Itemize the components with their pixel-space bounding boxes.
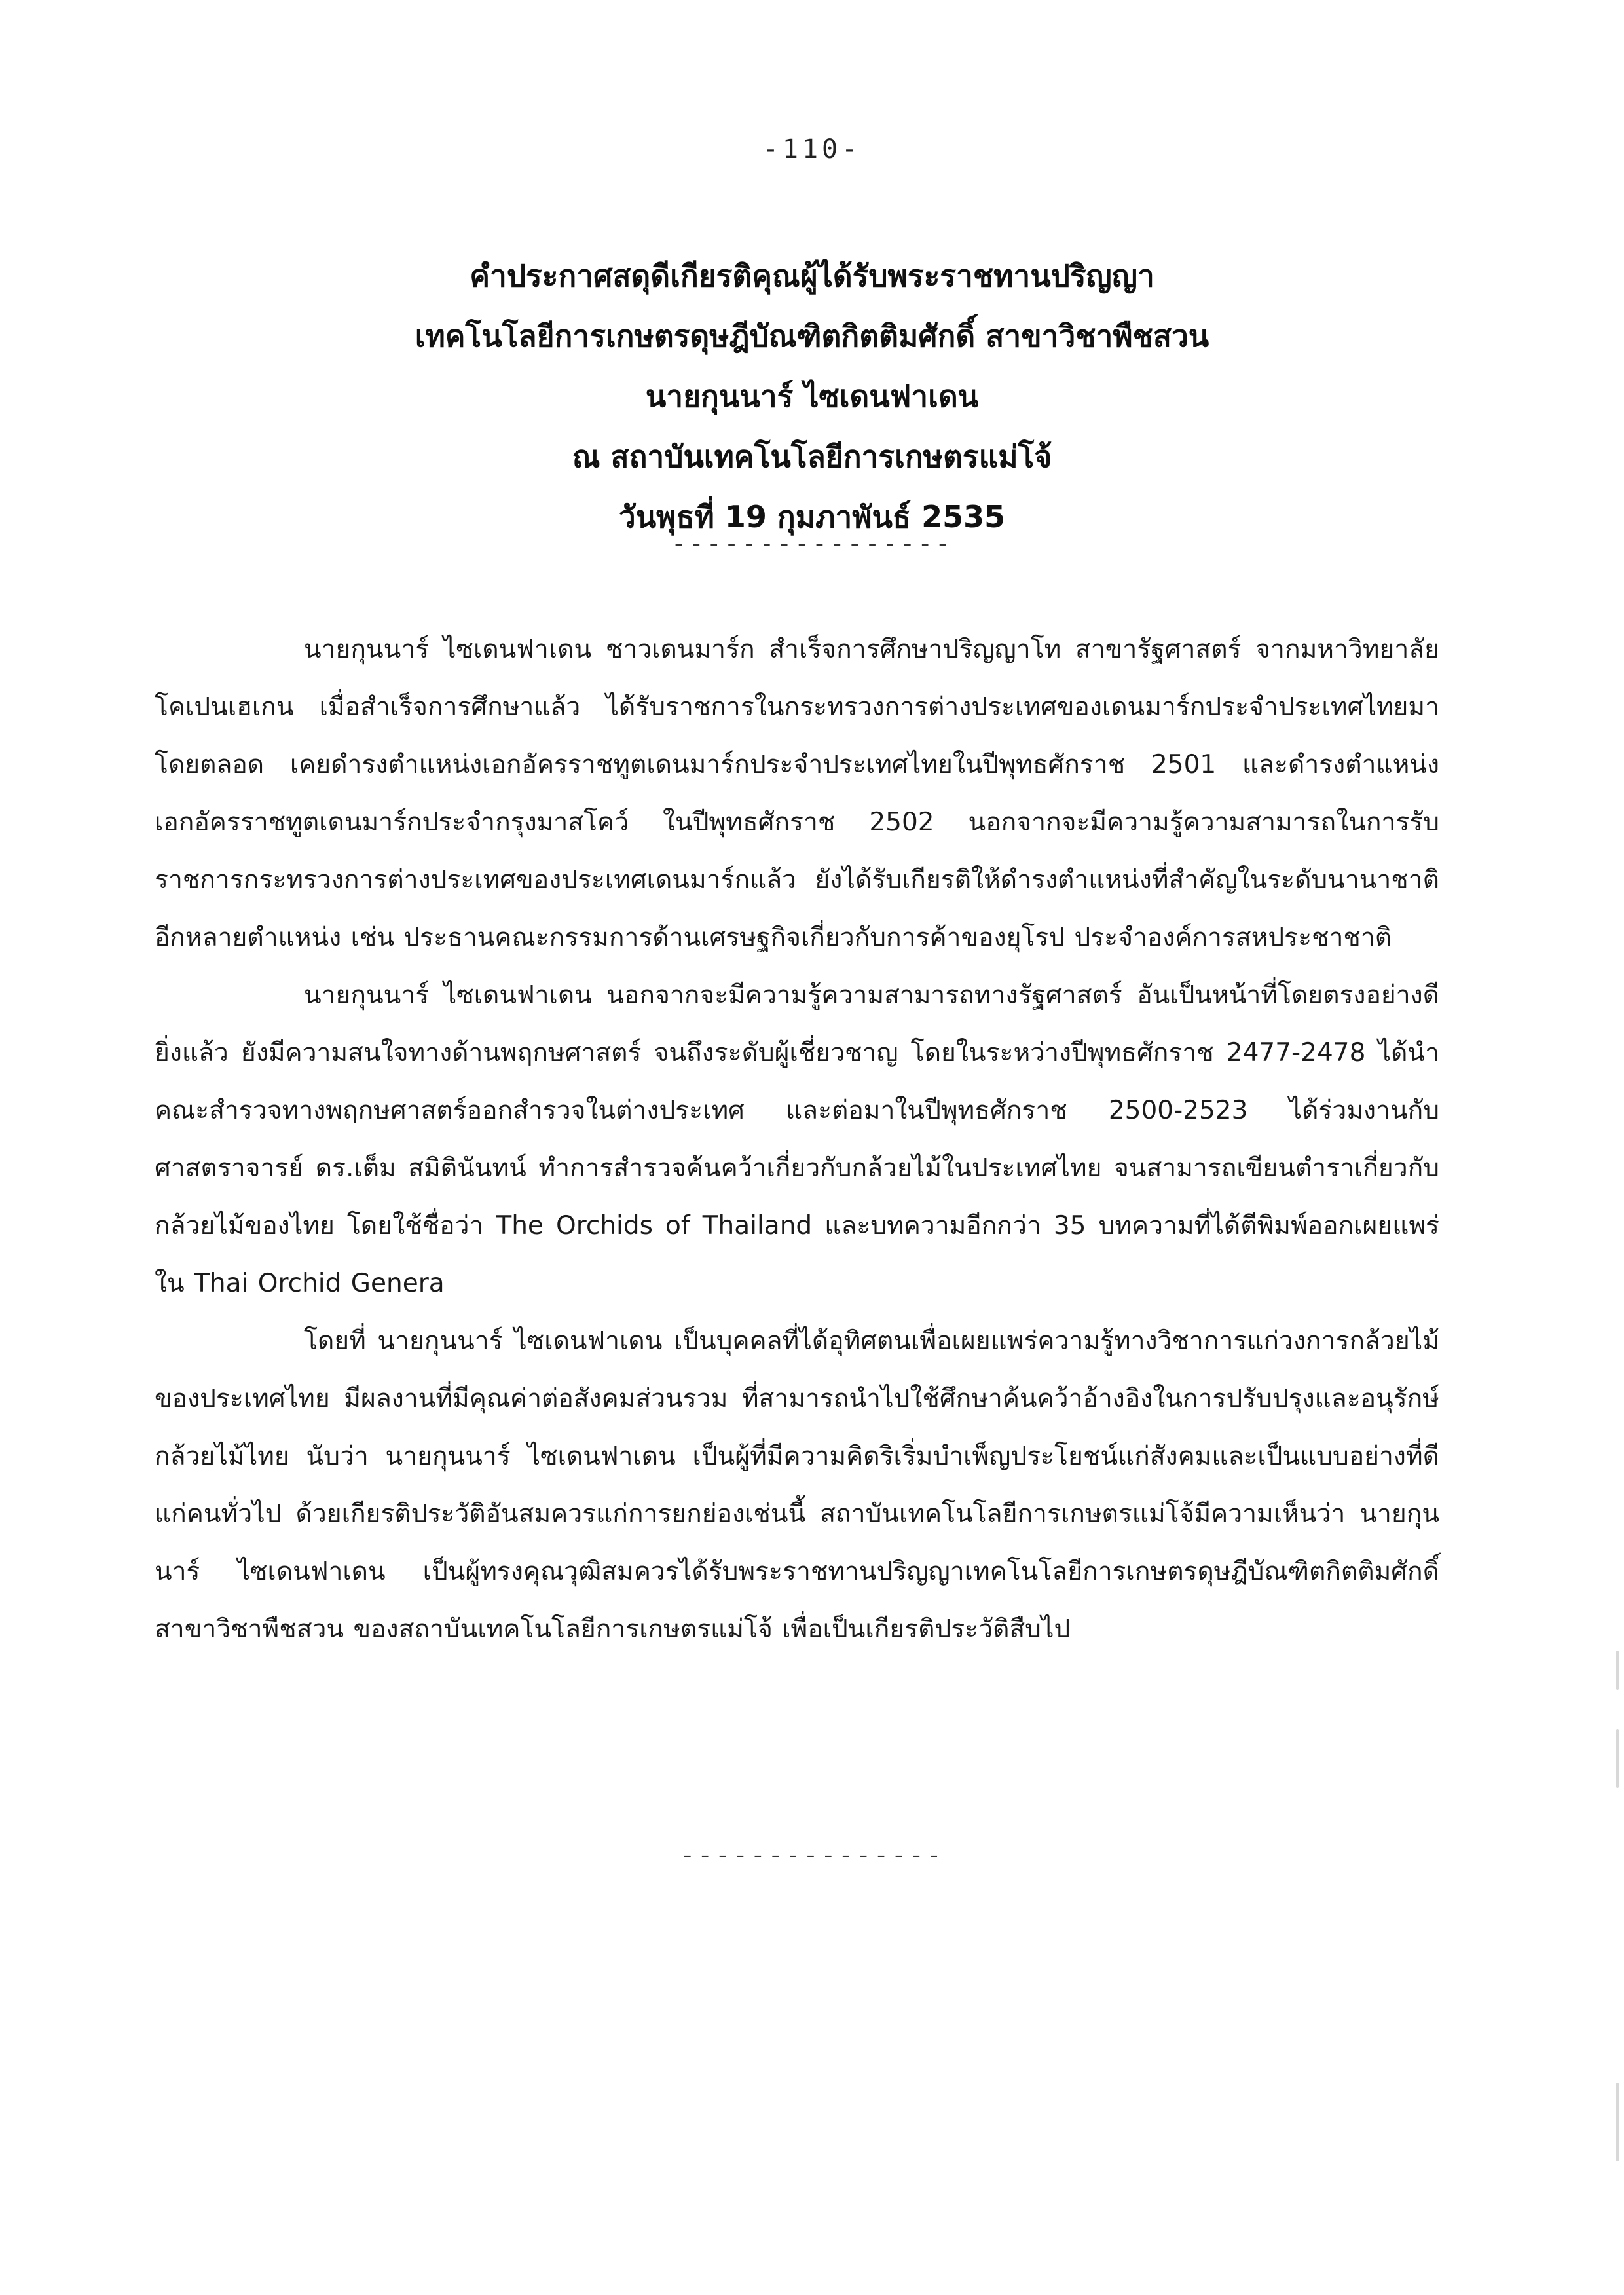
- heading-date-line: วันพุธที่ 19 กุมภาพันธ์ 2535: [618, 499, 1006, 534]
- paragraph-botany: นายกุนนาร์ ไซเดนฟาเดน นอกจากจะมีความรู้ความสามารถทางรัฐศาสตร์ อันเป็นหน้าที่โดยตรงอย่างดียิ่งแล้ว ยังมีความสนใจทางด้านพฤกษศาสตร์ จนถึงระดับผู้เชี่ยวชาญ โดยในระหว่างปีพุทธศักราช 2477-2478 ได้นำคณะสำรวจทางพฤกษศาสตร์ออกสำรวจในต่างประเทศ และต่อมาในปีพุทธศักราช 2500-2523 ได้ร่วมงานกับศาสตราจารย์ ดร.เต็ม สมิตินันทน์ ทำการสำรวจค้นคว้าเกี่ยวกับกล้วยไม้ในประเทศไทย จนสามารถเขียนตำราเกี่ยวกับกล้วยไม้ของไทย โดยใช้ชื่อว่า The Orchids of Thailand และบทความอีกกว่า 35 บทความที่ได้ตีพิมพ์ออกเผยแพร่ใน Thai Orchid Genera: [155, 980, 1439, 1298]
- page-number: -110-: [762, 134, 862, 164]
- document-heading: [0, 246, 1624, 547]
- heading-degree-line: เทคโนโลยีการเกษตรดุษฎีบัณฑิตกิตติมศักดิ์ สาขาวิชาพืชสวน: [415, 318, 1209, 354]
- heading-separator: ----------------: [671, 529, 953, 558]
- citation-body: [155, 621, 1439, 1658]
- closing-separator: ---------------: [680, 1840, 944, 1869]
- scan-margin-mark: [1616, 1651, 1619, 1690]
- scan-margin-mark: [1616, 1729, 1619, 1788]
- paragraph-conclusion: โดยที่ นายกุนนาร์ ไซเดนฟาเดน เป็นบุคคลที่ได้อุทิศตนเพื่อเผยแพร่ความรู้ทางวิชาการแก่วงการกล้วยไม้ของประเทศไทย มีผลงานที่มีคุณค่าต่อสังคมส่วนรวม ที่สามารถนำไปใช้ศึกษาค้นคว้าอ้างอิงในการปรับปรุงและอนุรักษ์กล้วยไม้ไทย นับว่า นายกุนนาร์ ไซเดนฟาเดน เป็นผู้ที่มีความคิดริเริ่มบำเพ็ญประโยชน์แก่สังคมและเป็นแบบอย่างที่ดีแก่คนทั่วไป ด้วยเกียรติประวัติอันสมควรแก่การยกย่องเช่นนี้ สถาบันเทคโนโลยีการเกษตรแม่โจ้มีความเห็นว่า นายกุนนาร์ ไซเดนฟาเดน เป็นผู้ทรงคุณวุฒิสมควรได้รับพระราชทานปริญญาเทคโนโลยีการเกษตรดุษฎีบัณฑิตกิตติมศักดิ์ สาขาวิชาพืชสวน ของสถาบันเทคโนโลยีการเกษตรแม่โจ้ เพื่อเป็นเกียรติประวัติสืบไป: [155, 1326, 1439, 1644]
- scan-margin-mark: [1616, 2083, 1619, 2161]
- paragraph-biography: นายกุนนาร์ ไซเดนฟาเดน ชาวเดนมาร์ก สำเร็จการศึกษาปริญญาโท สาขารัฐศาสตร์ จากมหาวิทยาลัยโคเปนเฮเกน เมื่อสำเร็จการศึกษาแล้ว ได้รับราชการในกระทรวงการต่างประเทศของเดนมาร์กประจำประเทศไทยมาโดยตลอด เคยดำรงตำแหน่งเอกอัครราชทูตเดนมาร์กประจำประเทศไทยในปีพุทธศักราช 2501 และดำรงตำแหน่งเอกอัครราชทูตเดนมาร์กประจำกรุงมาสโคว์ ในปีพุทธศักราช 2502 นอกจากจะมีความรู้ความสามารถในการรับราชการกระทรวงการต่างประเทศของประเทศเดนมาร์กแล้ว ยังได้รับเกียรติให้ดำรงตำแหน่งที่สำคัญในระดับนานาชาติอีกหลายตำแหน่ง เช่น ประธานคณะกรรมการด้านเศรษฐกิจเกี่ยวกับการค้าของยุโรป ประจำองค์การสหประชาชาติ: [155, 635, 1439, 952]
- heading-title-line: คำประกาศสดุดีเกียรติคุณผู้ได้รับพระราชทานปริญญา: [470, 258, 1154, 293]
- heading-recipient-line: นายกุนนาร์ ไซเดนฟาเดน: [645, 379, 979, 414]
- heading-venue-line: ณ สถาบันเทคโนโลยีการเกษตรแม่โจ้: [572, 439, 1052, 474]
